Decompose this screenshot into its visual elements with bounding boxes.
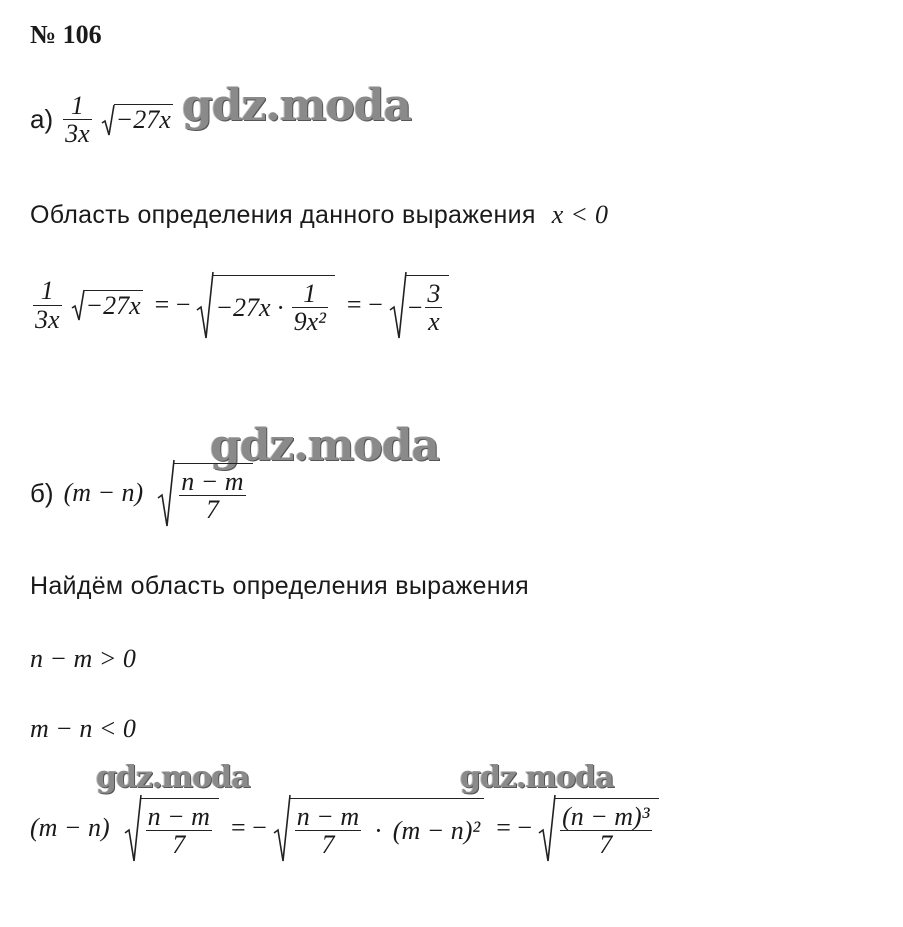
part-a-sqrt: −27x	[101, 103, 173, 137]
part-b-condition-2: m − n < 0	[30, 714, 136, 743]
part-b-expression: б) (m − n) $\frac{n - m}{7}$	[30, 458, 253, 528]
part-a-domain-statement: Область определения данного выражения x < 0	[30, 200, 609, 229]
part-a-expression	[30, 92, 173, 148]
part-b-domain-statement: Найдём область определения выражения	[30, 572, 529, 600]
part-a-label: а)	[30, 104, 54, 135]
part-a-fraction: $\frac{1}{3x}$	[65, 91, 90, 149]
watermark-logo: gdz.moda	[460, 760, 614, 795]
part-b-condition-1: n − m > 0	[30, 644, 136, 673]
problem-title: № 106	[30, 20, 102, 49]
watermark-logo: gdz.moda	[182, 80, 412, 131]
part-b-label: б)	[30, 477, 54, 508]
watermark-logo: gdz.moda	[210, 420, 440, 471]
watermark-logo: gdz.moda	[96, 760, 250, 795]
part-a-equation: $\frac{1}{3x}$ −27x = − −27x · $\frac{1}{\text{9x²}}$ = − − $\frac{3}{x}$	[30, 270, 449, 340]
part-b-equation: (m − n) $\frac{n - m}{7}$ = − $\frac{n - m}{7}$ · (m − n)² = − $\frac{\text{(n − m)³}}{7}$	[30, 793, 659, 863]
